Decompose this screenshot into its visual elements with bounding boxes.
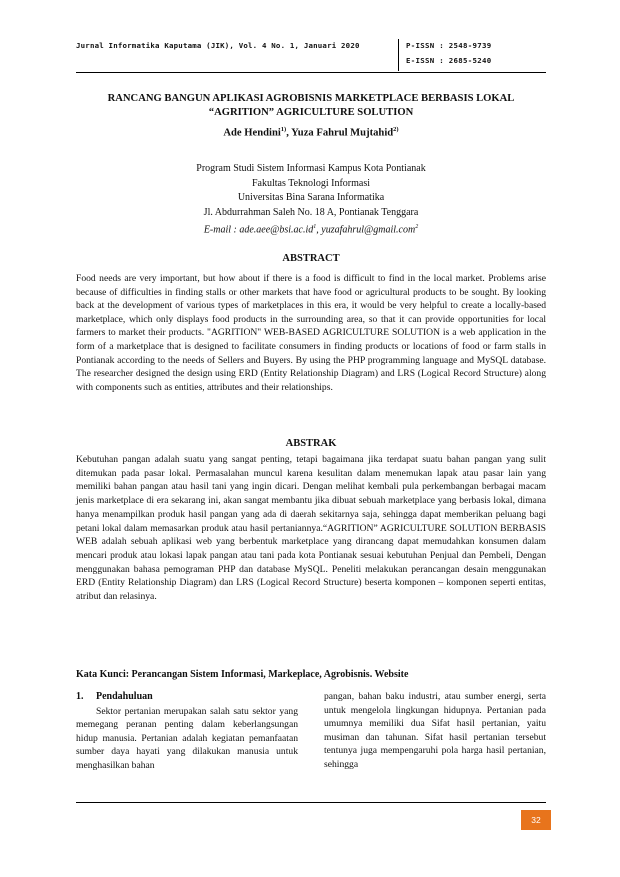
- p-issn: P-ISSN : 2548-9739: [406, 41, 492, 50]
- header-divider: [398, 39, 399, 71]
- email-1-mark: 1: [313, 224, 317, 230]
- email-2: , yuzafahrul@gmail.com: [316, 224, 416, 236]
- section-heading: [76, 690, 298, 704]
- email-2-mark: 2: [415, 224, 419, 230]
- author-separator: ,: [286, 127, 292, 139]
- paper-title: [76, 92, 546, 120]
- author-2-mark: 2): [393, 126, 399, 133]
- intro-paragraph-left: Sektor pertanian merupakan salah satu sektor yang memegang peranan penting dalam keberlangsungan hidup manusia. Pertanian adalah kegiatan pemanfaatan sumber daya hayati yang dilakukan manusia untuk menghasilkan bahan: [76, 705, 298, 771]
- affiliation-line-4: Jl. Abdurrahman Saleh No. 18 A, Pontianak Tenggara: [203, 206, 419, 218]
- affiliation-line-3: Universitas Bina Sarana Informatika: [237, 192, 385, 203]
- title-line-2: “AGRITION” AGRICULTURE SOLUTION: [208, 107, 414, 118]
- email-1: E-mail : ade.aee@bsi.ac.id: [203, 224, 314, 236]
- email-line: [76, 220, 546, 238]
- affiliation: [76, 162, 546, 238]
- running-header: [76, 41, 546, 71]
- affiliation-line-2: Fakultas Teknologi Informasi: [252, 177, 370, 189]
- abstrak-text: Kebutuhan pangan adalah suatu yang sangat penting, tetapi bagaimana jika terdapat suatu bahan pangan yang sulit ditemukan pada pasar lokal. Permasalahan muncul karena kesulitan dalam menemukan lapak atau pasar lain yang memiliki bahan pangan atau hasil tani yang ingin dicari. Dengan melihat kembali pula perkembangan berbagai macam jenis marketplace di era sekarang ini, akan sangat membantu jika dibuat sebuah marketplace yang berbasis lokal, dimana hanya menampilkan produk hasil pangan yang ada di daerah sekitarnya saja, sehingga dapat memberikan peluang bagi petani lokal dalam memasarkan produk atau hasil pertaniannya.“AGRITION” AGRICULTURE SOLUTION BERBASIS WEB adalah sebuah aplikasi web yang berbentuk marketplace yang dirancang dapat memudahkan konsumen dalam mencari produk atau lokasi lapak pangan atau tani pada kota Pontianak sesuai kebutuhan Penjual dan Pembeli, Dengan menggunakan bahasa pemograman PHP dan database MySQL. Peneliti melakukan perancangan desain menggunakan ERD (Entity Relationship Diagram) dan LRS (Logical Record Structure) beserta komponen – komponen seperti entitas, atribut dan relasinya.: [76, 454, 546, 603]
- abstrak-heading: ABSTRAK: [285, 438, 337, 449]
- section-title: Pendahuluan: [96, 691, 153, 702]
- affiliation-line-1: Program Studi Sistem Informasi Kampus Kota Pontianak: [196, 163, 426, 174]
- body-column-left: [76, 690, 298, 773]
- author-1-mark: 1): [280, 126, 287, 133]
- footer-rule: [76, 802, 546, 803]
- author-list: [76, 126, 546, 139]
- e-issn: E-ISSN : 2685-5240: [406, 56, 492, 65]
- author-1: Ade Hendini: [223, 127, 281, 139]
- journal-info: Jurnal Informatika Kaputama (JIK), Vol. 4 No. 1, Januari 2020: [76, 41, 360, 50]
- section-number: 1.: [76, 691, 84, 702]
- page-number: 32: [521, 810, 551, 830]
- author-2: Yuza Fahrul Mujtahid: [291, 127, 394, 139]
- abstract-heading: ABSTRACT: [282, 253, 340, 264]
- intro-paragraph-right: pangan, bahan baku industri, atau sumber energi, serta untuk mengelola lingkungan hidupnya. Pertanian pada umumnya memiliki dua Sifat hasil pertanian, yaitu musiman dan tahunan. Sifat hasil pertanian tersebut tentunya juga mempengaruhi pola harga hasil pertanian, sehingga: [324, 691, 546, 770]
- header-rule: [76, 72, 546, 73]
- body-column-right: [324, 690, 546, 772]
- abstract-text: Food needs are very important, but how about if there is a food is difficult to find in the local market. Problems arise because of difficulties in finding stalls or other markets that have food or agricultural products to be sought. By looking back at the development of various types of marketplaces in this era, it would be very helpful to create a locally-based marketplace, which only displays food products in the surrounding area, so that it can provide opportunities for local farmers to market their products. "AGRITION" WEB-BASED AGRICULTURE SOLUTION is a web application in the form of a marketplace that is designed to facilitate consumers in finding products or locations of food or farm stalls in Pontianak according to the needs of Sellers and Buyers. By using the PHP programming language and MySQL database. The researcher designed the design using ERD (Entity Relationship Diagram) and LRS (Logical Record Structure) along with components such as entities, attributes and their relationships.: [76, 273, 546, 393]
- title-line-1: RANCANG BANGUN APLIKASI AGROBISNIS MARKETPLACE BERBASIS LOKAL: [107, 93, 515, 104]
- keywords: Kata Kunci: Perancangan Sistem Informasi, Markeplace, Agrobisnis. Website: [76, 669, 409, 680]
